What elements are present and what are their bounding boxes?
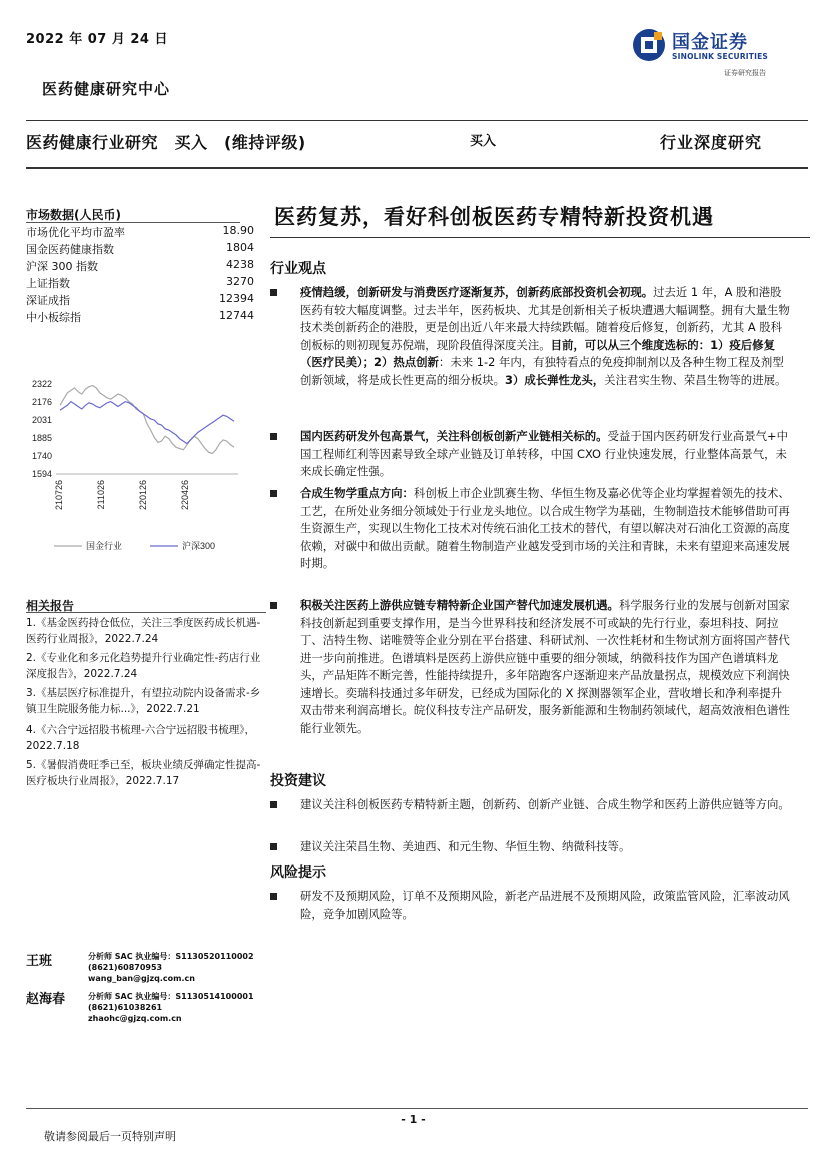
market-value: 12744 [219,309,254,322]
market-label: 国金医药健康指数 [26,243,114,256]
bullet-lead: 积极关注医药上游供应链专精特新企业国产替代加速发展机遇。 [300,598,619,612]
market-row [26,224,254,241]
analyst-cert: 分析师 SAC 执业编号：S1130514100001 [88,992,254,1001]
market-row [26,309,254,326]
page-number: - 1 - [401,1113,426,1126]
title-divider [270,237,810,238]
bullet-lead: 3）成长弹性龙头， [505,372,605,387]
industry-rating: 医药健康行业研究 买入 (维持评级) [26,133,306,152]
bullet-lead: 目前，可以从三个维度选标的：1）疫后修复（医疗民美）；2）热点创新 [300,337,775,369]
analyst-cert: 分析师 SAC 执业编号：S1130520110002 [88,952,254,961]
bullet-text: ：未来 1-2 年内，有独特看点的免疫抑制剂以及各种生物工程及剂型创新领域，将是成长性更高的细分板块。 [300,355,784,387]
related-reports-title: 相关报告 [26,599,75,613]
bullet-text: 研发不及预期风险，订单不及预期风险，新老产品进展不及预期风险，政策监管风险，汇率波动风险，竞争加剧风险等。 [300,889,790,921]
bullet-text: 科学服务行业的发展与创新对国家科技创新起到重要支撑作用，是当今世界科技和经济发展不可或缺的先行行业，泰坦科技、阿拉丁、洁特生物、诺唯赞等企业分别在平台搭建、科研试剂、一次性耗材和生物试剂方面将国产替代进一步向前推进。色谱填料是医药上游供应链中重要的细分领域，纳微科技作为国产色谱填料龙头，产品矩阵不断完善，性能持续提升，多年陪跑客户逐渐迎来产品放量拐点，规模效应下利润快速增长。奕瑞科技通过多年研发，已经成为国际化的 X 探测器领军企业，营收增长和净利率提升双击带来利润高增长。皖仪科技专注产品研发，服务新能源和生物制药领域代，超高效液相色谱性能行业领先。 [300,598,790,735]
y-tick-label: 2322 [31,379,52,389]
bullet-square-icon [270,490,277,497]
x-tick-label: 210726 [54,480,64,511]
market-value: 1804 [226,241,254,254]
related-report-link[interactable]: 3.《基层医疗标准提升，有望拉动院内设备需求-乡镇卫生院服务能力标...》，2022.7.21 [26,687,261,715]
related-report-link[interactable]: 1.《基金医药持仓低位，关注三季度医药成长机遇-医药行业周报》，2022.7.24 [26,617,261,645]
bullet-lead: 疫情趋缓，创新研发与消费医疗逐渐复苏，创新药底部投资机会初现。 [300,285,654,299]
bullet-square-icon [270,843,277,850]
header-divider [26,120,808,121]
bullet-text: 建议关注科创板医药专精特新主题，创新药、创新产业链、合成生物学和医药上游供应链等方向。 [300,797,790,811]
footer-divider [26,1108,808,1109]
market-label: 深证成指 [26,294,70,307]
bullet-square-icon [270,289,277,296]
market-label: 上证指数 [26,277,70,290]
market-label: 中小板综指 [26,311,81,324]
analyst-contact [88,951,254,984]
bullet-square-icon [270,433,277,440]
bullet-lead: 合成生物学重点方向： [300,486,414,500]
market-label: 沪深 300 指数 [26,260,98,273]
market-row [26,275,254,292]
bullet-item [270,485,790,573]
related-report-link[interactable]: 5.《暑假消费旺季已至，板块业绩反弹确定性提高-医疗板块行业周报》，2022.7.17 [26,759,261,787]
bullet-item [270,597,790,737]
market-value: 18.90 [222,224,254,237]
section-heading-investment: 投资建议 [270,773,326,789]
y-tick-label: 1594 [31,469,52,479]
bullet-text: 科创板上市企业凯赛生物、华恒生物及嘉必优等企业均掌握着领先的技术、工艺，在所处业务细分领域处于行业龙头地位。以合成生物学为基础，生物制造技术能够借助可再生资源生产，实现以生物化工技术对传统石油化工技术的替代，有望以解决对石油化工资源的高度依赖，对碳中和做出贡献。随着生物制造产业越发受到市场的关注和青睐，未来有望迎来高速发展时期。 [300,486,790,570]
analyst-contact [88,991,254,1024]
bullet-square-icon [270,893,277,900]
bullet-item [270,284,790,389]
market-row [26,258,254,275]
bullet-item [270,838,790,856]
report-date: 2022 年 07 月 24 日 [26,32,168,47]
x-tick-label: 211026 [96,480,106,510]
index-line-chart [20,370,250,560]
y-tick-label: 2031 [31,414,52,425]
analyst-phone: (8621)61038261 [88,1003,163,1012]
bullet-text: 建议关注荣昌生物、美迪西、和元生物、华恒生物、纳微科技等。 [300,839,631,853]
sinolink-logo-icon [632,28,666,62]
section-heading-risk: 风险提示 [270,865,326,881]
logo-text-cn: 国金证券 [672,32,748,53]
analyst-phone: (8621)60870953 [88,963,163,972]
market-label: 市场优化平均市盈率 [26,226,125,239]
rating-label: 买入 [470,134,497,149]
bullet-square-icon [270,602,277,609]
market-row [26,241,254,258]
bullet-item [270,888,790,923]
analyst-name: 王班 [26,954,53,969]
market-value: 4238 [226,258,254,271]
y-tick-label: 1885 [31,433,52,444]
report-type: 行业深度研究 [660,133,763,152]
company-logo [632,28,792,78]
disclaimer-note: 敬请参阅最后一页特别声明 [44,1130,176,1143]
bullet-lead: 国内医药研发外包高景气，关注科创板创新产业链相关标的。 [300,429,608,443]
related-report-link[interactable]: 2.《专业化和多元化趋势提升行业确定性-药店行业深度报告》，2022.7.24 [26,652,261,680]
market-data-title: 市场数据(人民币) [26,208,121,222]
bullet-text: 过去近 1 年，A 股和港股医药有较大幅度调整。过去半年，医药板块、尤其是创新相关子板块遭遇大幅调整。拥有大量生物技术类创新药企的港股，更是创出近八年来最大持续跌幅。随着疫后修复，创新药，尤其 A 股科创板标的则初现复苏倪端，现阶段值得深度关注。 [300,285,790,352]
bullet-item [270,796,790,814]
series-line [60,386,234,454]
sidebar-divider [26,222,240,223]
x-tick-label: 220126 [138,480,148,511]
market-value: 3270 [226,275,254,288]
legend-label: 沪深300 [182,541,216,551]
market-row [26,292,254,309]
y-tick-label: 1740 [31,450,52,461]
related-report-link[interactable]: 4.《六合宁远招股书梳理-六合宁远招股书梳理》，2022.7.18 [26,724,256,752]
header-divider-thick [26,167,808,169]
bullet-square-icon [270,801,277,808]
market-value: 12394 [219,292,254,305]
analyst-email[interactable]: zhaohc@gjzq.com.cn [88,1014,182,1023]
section-heading-views: 行业观点 [270,261,326,277]
analyst-email[interactable]: wang_ban@gjzq.com.cn [88,974,195,983]
report-title: 医药复苏，看好科创板医药专精特新投资机遇 [274,204,714,229]
logo-subtitle: 证券研究报告 [724,69,766,77]
bullet-item [270,428,790,481]
bullet-text: 关注君实生物、荣昌生物等的进展。 [604,372,787,387]
research-center: 医药健康研究中心 [42,80,171,98]
analyst-name: 赵海春 [26,992,66,1007]
x-tick-label: 220426 [180,480,190,511]
logo-text-en: SINOLINK SECURITIES [672,52,769,61]
related-divider [26,612,266,613]
y-tick-label: 2176 [31,397,52,408]
legend-label: 国金行业 [86,541,123,551]
bullet-text: 受益于国内医药研发行业高景气+中国工程师红利等因素导致全球产业链及订单转移，中国 CXO 行业快速发展，行业整体高景气，未来成长确定性强。 [300,429,788,478]
